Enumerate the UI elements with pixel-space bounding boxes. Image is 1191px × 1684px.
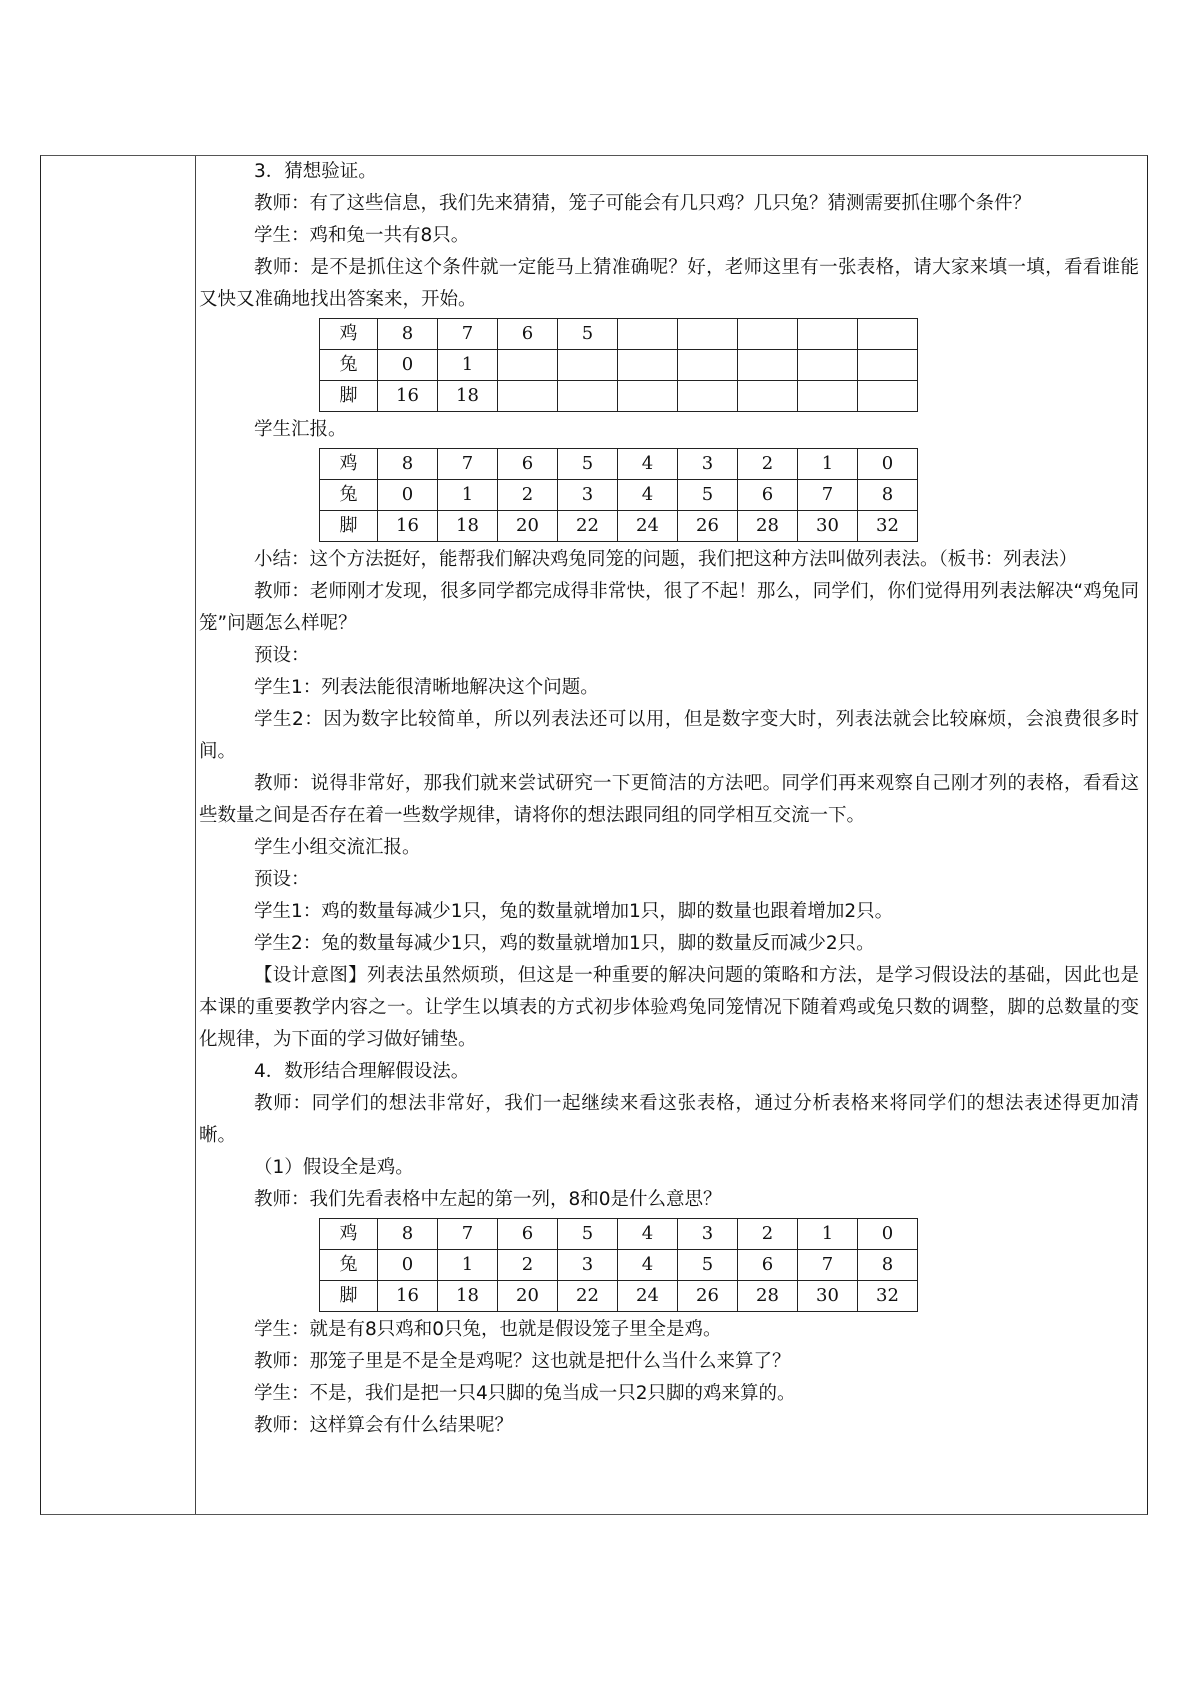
table-cell: 7 xyxy=(438,449,498,480)
column-divider xyxy=(195,156,196,1514)
paragraph: 【设计意图】列表法虽然烦琐，但这是一种重要的解决问题的策略和方法，是学习假设法的基础，因此也是本课的重要教学内容之一。让学生以填表的方式初步体验鸡兔同笼情况下随着鸡或兔只数的调整，脚的总数量的变化规律，为下面的学习做好铺垫。 xyxy=(199,965,1139,1050)
paragraph: 学生2：因为数字比较简单，所以列表法还可以用，但是数字变大时，列表法就会比较麻烦，会浪费很多时间。 xyxy=(199,709,1139,762)
table-cell: 26 xyxy=(678,1281,738,1312)
paragraph: 教师：我们先看表格中左起的第一列，8和0是什么意思？ xyxy=(254,1189,722,1210)
table-row xyxy=(320,1219,918,1250)
table-cell xyxy=(798,319,858,350)
paragraph: 4．数形结合理解假设法。 xyxy=(254,1061,470,1082)
paragraph: 预设： xyxy=(254,645,310,666)
table-cell: 1 xyxy=(438,1250,498,1281)
table-cell xyxy=(618,319,678,350)
table-cell: 2 xyxy=(498,480,558,511)
table-cell xyxy=(678,381,738,412)
table-cell xyxy=(858,319,918,350)
table-cell: 30 xyxy=(798,1281,858,1312)
table-row xyxy=(320,449,918,480)
row-label: 兔 xyxy=(320,1250,378,1281)
table-cell: 4 xyxy=(618,449,678,480)
paragraph: 学生1：鸡的数量每减少1只，兔的数量就增加1只，脚的数量也跟着增加2只。 xyxy=(254,901,894,922)
table-cell: 26 xyxy=(678,511,738,542)
table-cell: 6 xyxy=(498,319,558,350)
table-cell: 22 xyxy=(558,1281,618,1312)
table-cell: 16 xyxy=(378,511,438,542)
table-cell xyxy=(738,381,798,412)
table-cell: 16 xyxy=(378,1281,438,1312)
table-cell: 24 xyxy=(618,1281,678,1312)
table-cell: 2 xyxy=(738,1219,798,1250)
paragraph: 学生2：兔的数量每减少1只，鸡的数量就增加1只，脚的数量反而减少2只。 xyxy=(254,933,875,954)
table-cell: 4 xyxy=(618,1250,678,1281)
table-cell: 0 xyxy=(378,1250,438,1281)
table-cell: 6 xyxy=(498,449,558,480)
table-cell xyxy=(738,350,798,381)
section-discussion xyxy=(199,544,1139,1216)
table-cell: 6 xyxy=(738,480,798,511)
table-cell: 18 xyxy=(438,381,498,412)
paragraph: 教师：有了这些信息，我们先来猜猜，笼子可能会有几只鸡？几只兔？猜测需要抓住哪个条件？ xyxy=(254,193,1032,214)
paragraph: 学生汇报。 xyxy=(254,419,347,440)
paragraph: 学生：不是，我们是把一只4只脚的兔当成一只2只脚的鸡来算的。 xyxy=(254,1383,796,1404)
table-cell: 1 xyxy=(438,480,498,511)
table-cell: 8 xyxy=(378,319,438,350)
table-cell: 16 xyxy=(378,381,438,412)
paragraph: 学生：就是有8只鸡和0只兔，也就是假设笼子里全是鸡。 xyxy=(254,1319,722,1340)
table-cell xyxy=(678,350,738,381)
table-row xyxy=(320,350,918,381)
row-label: 鸡 xyxy=(320,319,378,350)
table-cell xyxy=(738,319,798,350)
table-cell: 5 xyxy=(558,449,618,480)
assumption-table xyxy=(319,1218,918,1312)
table-cell: 6 xyxy=(738,1250,798,1281)
table-row xyxy=(320,381,918,412)
table-row xyxy=(320,1281,918,1312)
table-cell xyxy=(618,381,678,412)
table-cell: 20 xyxy=(498,511,558,542)
table-row xyxy=(320,480,918,511)
table-cell: 5 xyxy=(558,319,618,350)
table-cell: 2 xyxy=(498,1250,558,1281)
table-row xyxy=(320,511,918,542)
table-cell: 4 xyxy=(618,480,678,511)
paragraph: 教师：同学们的想法非常好，我们一起继续来看这张表格，通过分析表格来将同学们的想法表述得更加清晰。 xyxy=(199,1093,1139,1146)
table-cell: 3 xyxy=(558,480,618,511)
table-cell xyxy=(498,381,558,412)
table-cell: 28 xyxy=(738,511,798,542)
table-cell: 1 xyxy=(798,449,858,480)
section-guess-verify xyxy=(199,156,1139,316)
table-row xyxy=(320,1250,918,1281)
lesson-table-frame xyxy=(40,155,1148,1515)
section-assume-all-chickens xyxy=(199,1314,1139,1442)
table-cell xyxy=(858,350,918,381)
table-cell: 0 xyxy=(858,449,918,480)
table-cell: 32 xyxy=(858,511,918,542)
paragraph: 教师：说得非常好，那我们就来尝试研究一下更简洁的方法吧。同学们再来观察自己刚才列的表格，看看这些数量之间是否存在着一些数学规律，请将你的想法跟同组的同学相互交流一下。 xyxy=(199,773,1139,826)
paragraph: 教师：是不是抓住这个条件就一定能马上猜准确呢？好，老师这里有一张表格，请大家来填一填，看看谁能又快又准确地找出答案来，开始。 xyxy=(199,257,1139,310)
table-cell: 5 xyxy=(558,1219,618,1250)
table-cell: 0 xyxy=(378,480,438,511)
table-cell: 0 xyxy=(858,1219,918,1250)
table-cell xyxy=(618,350,678,381)
table-cell xyxy=(498,350,558,381)
row-label: 兔 xyxy=(320,350,378,381)
row-label: 鸡 xyxy=(320,449,378,480)
table-cell: 3 xyxy=(678,1219,738,1250)
row-label: 兔 xyxy=(320,480,378,511)
table-cell xyxy=(558,350,618,381)
paragraph: 预设： xyxy=(254,869,310,890)
table-cell: 1 xyxy=(798,1219,858,1250)
table-cell: 2 xyxy=(738,449,798,480)
paragraph: 教师：那笼子里是不是全是鸡呢？这也就是把什么当什么来算了？ xyxy=(254,1351,791,1372)
table-cell: 18 xyxy=(438,511,498,542)
table-cell: 30 xyxy=(798,511,858,542)
table-cell: 18 xyxy=(438,1281,498,1312)
table-cell: 7 xyxy=(798,480,858,511)
paragraph: 学生：鸡和兔一共有8只。 xyxy=(254,225,470,246)
table-cell: 7 xyxy=(798,1250,858,1281)
table-cell: 32 xyxy=(858,1281,918,1312)
table-cell xyxy=(858,381,918,412)
section-report xyxy=(199,414,1139,446)
paragraph: 3．猜想验证。 xyxy=(254,161,377,182)
fill-in-table-complete xyxy=(319,448,918,542)
row-label: 脚 xyxy=(320,1281,378,1312)
table-cell: 4 xyxy=(618,1219,678,1250)
table-cell: 1 xyxy=(438,350,498,381)
table-cell: 5 xyxy=(678,480,738,511)
fill-in-table-partial xyxy=(319,318,918,412)
table-cell: 3 xyxy=(678,449,738,480)
table-cell: 24 xyxy=(618,511,678,542)
row-label: 鸡 xyxy=(320,1219,378,1250)
lesson-content-cell xyxy=(199,156,1139,1442)
paragraph: （1）假设全是鸡。 xyxy=(254,1157,414,1178)
table-cell: 7 xyxy=(438,1219,498,1250)
table-cell: 0 xyxy=(378,350,438,381)
paragraph: 学生小组交流汇报。 xyxy=(254,837,421,858)
table-cell xyxy=(558,381,618,412)
row-label: 脚 xyxy=(320,381,378,412)
table-cell: 8 xyxy=(858,480,918,511)
table-cell: 28 xyxy=(738,1281,798,1312)
table-cell: 3 xyxy=(558,1250,618,1281)
table-cell xyxy=(798,350,858,381)
table-cell: 20 xyxy=(498,1281,558,1312)
table-cell: 6 xyxy=(498,1219,558,1250)
table-cell: 8 xyxy=(858,1250,918,1281)
table-cell: 5 xyxy=(678,1250,738,1281)
table-cell xyxy=(678,319,738,350)
paragraph: 小结：这个方法挺好，能帮我们解决鸡兔同笼的问题，我们把这种方法叫做列表法。（板书：列表法） xyxy=(254,549,1078,570)
table-cell xyxy=(798,381,858,412)
table-cell: 8 xyxy=(378,449,438,480)
table-cell: 22 xyxy=(558,511,618,542)
row-label: 脚 xyxy=(320,511,378,542)
table-cell: 8 xyxy=(378,1219,438,1250)
table-row xyxy=(320,319,918,350)
paragraph: 教师：老师刚才发现，很多同学都完成得非常快，很了不起！那么，同学们，你们觉得用列表法解决“鸡兔同笼”问题怎么样呢？ xyxy=(199,581,1139,634)
paragraph: 学生1：列表法能很清晰地解决这个问题。 xyxy=(254,677,599,698)
paragraph: 教师：这样算会有什么结果呢？ xyxy=(254,1415,514,1436)
table-cell: 7 xyxy=(438,319,498,350)
